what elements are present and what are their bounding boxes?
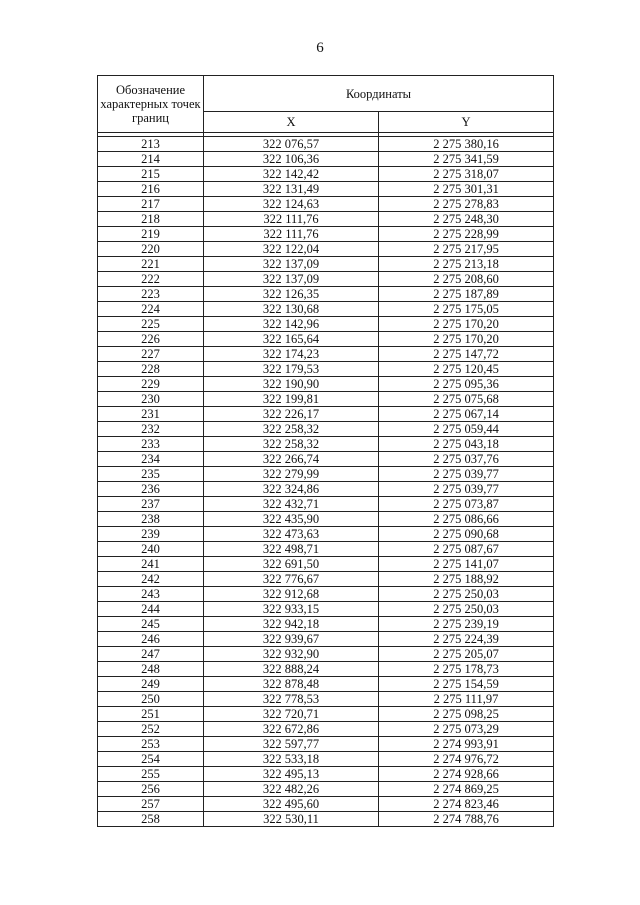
point-id-cell: 226 bbox=[98, 332, 204, 347]
x-coordinate-cell: 322 324,86 bbox=[204, 482, 379, 497]
point-id-cell: 224 bbox=[98, 302, 204, 317]
page-number: 6 bbox=[316, 40, 324, 56]
table-row bbox=[98, 707, 554, 722]
y-coordinate-cell: 2 275 178,73 bbox=[379, 662, 554, 677]
point-id-cell: 256 bbox=[98, 782, 204, 797]
point-id-cell: 250 bbox=[98, 692, 204, 707]
table-row bbox=[98, 362, 554, 377]
point-id-cell: 233 bbox=[98, 437, 204, 452]
point-id-cell: 227 bbox=[98, 347, 204, 362]
x-coordinate-cell: 322 258,32 bbox=[204, 422, 379, 437]
x-coordinate-cell: 322 495,13 bbox=[204, 767, 379, 782]
y-coordinate-cell: 2 275 154,59 bbox=[379, 677, 554, 692]
point-id-cell: 229 bbox=[98, 377, 204, 392]
table-row bbox=[98, 722, 554, 737]
y-coordinate-cell: 2 275 043,18 bbox=[379, 437, 554, 452]
point-id-cell: 251 bbox=[98, 707, 204, 722]
table-row bbox=[98, 527, 554, 542]
point-id-cell: 257 bbox=[98, 797, 204, 812]
x-coordinate-cell: 322 495,60 bbox=[204, 797, 379, 812]
table-row bbox=[98, 617, 554, 632]
x-coordinate-cell: 322 124,63 bbox=[204, 197, 379, 212]
table-row bbox=[98, 512, 554, 527]
point-id-cell: 247 bbox=[98, 647, 204, 662]
point-id-cell: 249 bbox=[98, 677, 204, 692]
x-coordinate-cell: 322 179,53 bbox=[204, 362, 379, 377]
y-coordinate-cell: 2 275 067,14 bbox=[379, 407, 554, 422]
table-row bbox=[98, 137, 554, 152]
x-coordinate-cell: 322 672,86 bbox=[204, 722, 379, 737]
x-coordinate-cell: 322 199,81 bbox=[204, 392, 379, 407]
table-row bbox=[98, 377, 554, 392]
y-coordinate-cell: 2 275 301,31 bbox=[379, 182, 554, 197]
x-coordinate-cell: 322 126,35 bbox=[204, 287, 379, 302]
x-coordinate-cell: 322 226,17 bbox=[204, 407, 379, 422]
y-coordinate-cell: 2 275 239,19 bbox=[379, 617, 554, 632]
point-id-cell: 218 bbox=[98, 212, 204, 227]
table-row bbox=[98, 227, 554, 242]
y-coordinate-cell: 2 275 059,44 bbox=[379, 422, 554, 437]
table-row bbox=[98, 167, 554, 182]
x-coordinate-cell: 322 076,57 bbox=[204, 137, 379, 152]
point-id-cell: 245 bbox=[98, 617, 204, 632]
y-coordinate-cell: 2 275 205,07 bbox=[379, 647, 554, 662]
point-id-cell: 221 bbox=[98, 257, 204, 272]
x-coordinate-cell: 322 137,09 bbox=[204, 257, 379, 272]
point-id-cell: 253 bbox=[98, 737, 204, 752]
table-row bbox=[98, 347, 554, 362]
x-coordinate-cell: 322 111,76 bbox=[204, 212, 379, 227]
point-id-cell: 222 bbox=[98, 272, 204, 287]
table-row bbox=[98, 257, 554, 272]
table-row bbox=[98, 692, 554, 707]
x-coordinate-cell: 322 778,53 bbox=[204, 692, 379, 707]
y-coordinate-cell: 2 275 217,95 bbox=[379, 242, 554, 257]
y-coordinate-cell: 2 275 278,83 bbox=[379, 197, 554, 212]
table-row bbox=[98, 677, 554, 692]
point-id-cell: 232 bbox=[98, 422, 204, 437]
y-coordinate-cell: 2 275 341,59 bbox=[379, 152, 554, 167]
x-coordinate-cell: 322 776,67 bbox=[204, 572, 379, 587]
table-row bbox=[98, 212, 554, 227]
x-coordinate-cell: 322 691,50 bbox=[204, 557, 379, 572]
point-id-cell: 237 bbox=[98, 497, 204, 512]
x-coordinate-cell: 322 190,90 bbox=[204, 377, 379, 392]
y-coordinate-cell: 2 275 170,20 bbox=[379, 317, 554, 332]
x-coordinate-cell: 322 530,11 bbox=[204, 812, 379, 827]
coordinates-table bbox=[97, 75, 554, 827]
table-row bbox=[98, 752, 554, 767]
point-id-cell: 214 bbox=[98, 152, 204, 167]
x-coordinate-cell: 322 942,18 bbox=[204, 617, 379, 632]
y-coordinate-cell: 2 275 037,76 bbox=[379, 452, 554, 467]
table-row bbox=[98, 392, 554, 407]
x-coordinate-cell: 322 878,48 bbox=[204, 677, 379, 692]
point-id-cell: 243 bbox=[98, 587, 204, 602]
point-id-cell: 241 bbox=[98, 557, 204, 572]
y-coordinate-cell: 2 274 993,91 bbox=[379, 737, 554, 752]
point-id-cell: 235 bbox=[98, 467, 204, 482]
table-row bbox=[98, 647, 554, 662]
table-row bbox=[98, 332, 554, 347]
x-coordinate-cell: 322 597,77 bbox=[204, 737, 379, 752]
y-coordinate-cell: 2 275 188,92 bbox=[379, 572, 554, 587]
y-coordinate-cell: 2 275 248,30 bbox=[379, 212, 554, 227]
y-coordinate-cell: 2 275 090,68 bbox=[379, 527, 554, 542]
x-coordinate-cell: 322 111,76 bbox=[204, 227, 379, 242]
x-coordinate-cell: 322 137,09 bbox=[204, 272, 379, 287]
point-id-cell: 248 bbox=[98, 662, 204, 677]
x-coordinate-cell: 322 473,63 bbox=[204, 527, 379, 542]
table-row bbox=[98, 557, 554, 572]
table-row bbox=[98, 437, 554, 452]
y-coordinate-cell: 2 275 224,39 bbox=[379, 632, 554, 647]
y-coordinate-cell: 2 275 087,67 bbox=[379, 542, 554, 557]
table-row bbox=[98, 812, 554, 827]
x-coordinate-cell: 322 106,36 bbox=[204, 152, 379, 167]
y-coordinate-cell: 2 274 928,66 bbox=[379, 767, 554, 782]
table-row bbox=[98, 497, 554, 512]
y-coordinate-cell: 2 275 086,66 bbox=[379, 512, 554, 527]
table-row bbox=[98, 572, 554, 587]
x-coordinate-cell: 322 258,32 bbox=[204, 437, 379, 452]
table-row bbox=[98, 152, 554, 167]
table-row bbox=[98, 467, 554, 482]
x-coordinate-cell: 322 533,18 bbox=[204, 752, 379, 767]
point-id-cell: 255 bbox=[98, 767, 204, 782]
point-id-cell: 242 bbox=[98, 572, 204, 587]
y-coordinate-cell: 2 275 120,45 bbox=[379, 362, 554, 377]
table-row bbox=[98, 302, 554, 317]
x-coordinate-cell: 322 432,71 bbox=[204, 497, 379, 512]
x-coordinate-cell: 322 142,42 bbox=[204, 167, 379, 182]
table-row bbox=[98, 272, 554, 287]
point-id-cell: 219 bbox=[98, 227, 204, 242]
point-id-cell: 213 bbox=[98, 137, 204, 152]
x-coordinate-cell: 322 482,26 bbox=[204, 782, 379, 797]
point-id-cell: 236 bbox=[98, 482, 204, 497]
point-id-cell: 254 bbox=[98, 752, 204, 767]
x-coordinate-cell: 322 174,23 bbox=[204, 347, 379, 362]
y-coordinate-cell: 2 275 250,03 bbox=[379, 602, 554, 617]
table-row bbox=[98, 452, 554, 467]
x-coordinate-cell: 322 266,74 bbox=[204, 452, 379, 467]
y-coordinate-cell: 2 275 098,25 bbox=[379, 707, 554, 722]
point-id-cell: 216 bbox=[98, 182, 204, 197]
point-id-cell: 246 bbox=[98, 632, 204, 647]
point-id-cell: 239 bbox=[98, 527, 204, 542]
table-row bbox=[98, 287, 554, 302]
table-row bbox=[98, 242, 554, 257]
table-row bbox=[98, 767, 554, 782]
point-id-cell: 244 bbox=[98, 602, 204, 617]
y-coordinate-cell: 2 275 075,68 bbox=[379, 392, 554, 407]
point-id-cell: 220 bbox=[98, 242, 204, 257]
x-coordinate-cell: 322 912,68 bbox=[204, 587, 379, 602]
header-point-label: Обозначение характерных точек границ bbox=[98, 76, 204, 133]
y-coordinate-cell: 2 275 175,05 bbox=[379, 302, 554, 317]
point-id-cell: 234 bbox=[98, 452, 204, 467]
point-id-cell: 225 bbox=[98, 317, 204, 332]
x-coordinate-cell: 322 122,04 bbox=[204, 242, 379, 257]
x-coordinate-cell: 322 131,49 bbox=[204, 182, 379, 197]
y-coordinate-cell: 2 275 187,89 bbox=[379, 287, 554, 302]
x-coordinate-cell: 322 279,99 bbox=[204, 467, 379, 482]
y-coordinate-cell: 2 275 250,03 bbox=[379, 587, 554, 602]
point-id-cell: 217 bbox=[98, 197, 204, 212]
table-row bbox=[98, 317, 554, 332]
table-row bbox=[98, 422, 554, 437]
table-row bbox=[98, 782, 554, 797]
point-id-cell: 238 bbox=[98, 512, 204, 527]
point-id-cell: 258 bbox=[98, 812, 204, 827]
y-coordinate-cell: 2 274 788,76 bbox=[379, 812, 554, 827]
table-row bbox=[98, 797, 554, 812]
y-coordinate-cell: 2 274 976,72 bbox=[379, 752, 554, 767]
x-coordinate-cell: 322 498,71 bbox=[204, 542, 379, 557]
header-coordinates: Координаты bbox=[204, 76, 554, 112]
table-row bbox=[98, 662, 554, 677]
table-row bbox=[98, 182, 554, 197]
point-id-cell: 230 bbox=[98, 392, 204, 407]
x-coordinate-cell: 322 165,64 bbox=[204, 332, 379, 347]
point-id-cell: 252 bbox=[98, 722, 204, 737]
table-row bbox=[98, 542, 554, 557]
table-row bbox=[98, 587, 554, 602]
point-id-cell: 223 bbox=[98, 287, 204, 302]
point-id-cell: 240 bbox=[98, 542, 204, 557]
point-id-cell: 215 bbox=[98, 167, 204, 182]
x-coordinate-cell: 322 888,24 bbox=[204, 662, 379, 677]
table-row bbox=[98, 602, 554, 617]
x-coordinate-cell: 322 130,68 bbox=[204, 302, 379, 317]
y-coordinate-cell: 2 274 823,46 bbox=[379, 797, 554, 812]
point-id-cell: 228 bbox=[98, 362, 204, 377]
table-row bbox=[98, 737, 554, 752]
point-id-cell: 231 bbox=[98, 407, 204, 422]
y-coordinate-cell: 2 275 147,72 bbox=[379, 347, 554, 362]
y-coordinate-cell: 2 275 318,07 bbox=[379, 167, 554, 182]
y-coordinate-cell: 2 274 869,25 bbox=[379, 782, 554, 797]
y-coordinate-cell: 2 275 208,60 bbox=[379, 272, 554, 287]
table-row bbox=[98, 482, 554, 497]
y-coordinate-cell: 2 275 380,16 bbox=[379, 137, 554, 152]
table-row bbox=[98, 632, 554, 647]
x-coordinate-cell: 322 720,71 bbox=[204, 707, 379, 722]
table-row bbox=[98, 407, 554, 422]
table-row bbox=[98, 197, 554, 212]
y-coordinate-cell: 2 275 228,99 bbox=[379, 227, 554, 242]
y-coordinate-cell: 2 275 095,36 bbox=[379, 377, 554, 392]
y-coordinate-cell: 2 275 073,29 bbox=[379, 722, 554, 737]
y-coordinate-cell: 2 275 073,87 bbox=[379, 497, 554, 512]
header-y: Y bbox=[379, 112, 554, 133]
y-coordinate-cell: 2 275 039,77 bbox=[379, 482, 554, 497]
table-body bbox=[98, 137, 554, 827]
y-coordinate-cell: 2 275 141,07 bbox=[379, 557, 554, 572]
y-coordinate-cell: 2 275 039,77 bbox=[379, 467, 554, 482]
y-coordinate-cell: 2 275 170,20 bbox=[379, 332, 554, 347]
header-x: X bbox=[204, 112, 379, 133]
x-coordinate-cell: 322 932,90 bbox=[204, 647, 379, 662]
x-coordinate-cell: 322 142,96 bbox=[204, 317, 379, 332]
y-coordinate-cell: 2 275 213,18 bbox=[379, 257, 554, 272]
x-coordinate-cell: 322 939,67 bbox=[204, 632, 379, 647]
y-coordinate-cell: 2 275 111,97 bbox=[379, 692, 554, 707]
x-coordinate-cell: 322 435,90 bbox=[204, 512, 379, 527]
x-coordinate-cell: 322 933,15 bbox=[204, 602, 379, 617]
